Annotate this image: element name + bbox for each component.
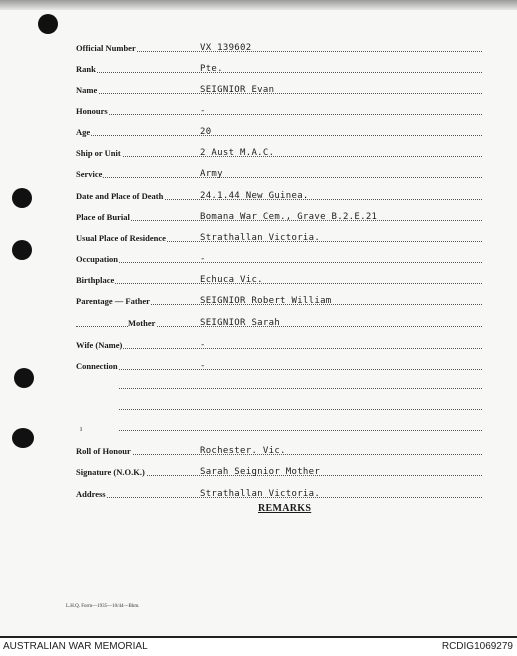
field-label: Mother [128, 318, 156, 328]
field-value: - [200, 254, 206, 264]
field-label: Signature (N.O.K.) [76, 467, 145, 477]
dotted-leader [76, 51, 482, 52]
field-label: Usual Place of Residence [76, 233, 166, 243]
form-row [76, 143, 482, 159]
form-row [76, 441, 482, 457]
punch-hole [12, 188, 32, 208]
field-label: Honours [76, 106, 108, 116]
field-value: VX 139602 [200, 43, 252, 53]
form-row [76, 186, 482, 202]
field-label: Place of Burial [76, 212, 130, 222]
form-row [76, 38, 482, 54]
field-label: Date and Place of Death [76, 191, 164, 201]
field-value: - [200, 106, 206, 116]
form-row [76, 270, 482, 286]
form-row [76, 122, 482, 138]
field-label: Name [76, 85, 98, 95]
blank-line [119, 409, 482, 410]
form-row [76, 101, 482, 117]
field-label: Occupation [76, 254, 119, 264]
punch-hole [12, 428, 34, 448]
field-label: Age [76, 127, 91, 137]
pen-mark: ı [80, 424, 83, 433]
field-label: Wife (Name) [76, 340, 123, 350]
remarks-heading: REMARKS [258, 503, 312, 514]
field-value: Sarah Seignior Mother [200, 467, 321, 477]
form-row [76, 164, 482, 180]
dotted-leader [76, 262, 482, 263]
field-value: SEIGNIOR Evan [200, 85, 275, 95]
field-value: 20 [200, 127, 212, 137]
field-label: Service [76, 169, 103, 179]
dotted-leader [76, 93, 482, 94]
field-label: Official Number [76, 43, 136, 53]
field-value: 2 Aust M.A.C. [200, 148, 275, 158]
blank-line [119, 388, 482, 389]
punch-hole [12, 240, 32, 260]
dotted-leader [76, 348, 482, 349]
field-value: SEIGNIOR Sarah [200, 318, 281, 328]
field-label: Birthplace [76, 275, 115, 285]
form-row [76, 59, 482, 75]
field-label: Ship or Unit [76, 148, 121, 158]
form-row [76, 356, 482, 372]
field-value: SEIGNIOR Robert William [200, 296, 332, 306]
dotted-leader [76, 283, 482, 284]
field-value: Bomana War Cem., Grave B.2.E.21 [200, 212, 378, 222]
field-label: Rank [76, 64, 96, 74]
form-row [76, 249, 482, 265]
form-row [76, 228, 482, 244]
form-row [76, 484, 482, 500]
field-value: Echuca Vic. [200, 275, 263, 285]
field-value: Pte. [200, 64, 223, 74]
dotted-leader [76, 156, 482, 157]
field-label: Connection [76, 361, 118, 371]
scan-top-edge [0, 0, 517, 10]
blank-line [119, 430, 482, 431]
form-row [76, 313, 482, 329]
field-value: Army [200, 169, 223, 179]
form-row [76, 291, 482, 307]
field-value: Strathallan Victoria. [200, 233, 321, 243]
punch-hole [38, 14, 58, 34]
field-value: Strathallan Victoria. [200, 489, 321, 499]
field-label: Parentage — Father [76, 296, 150, 306]
dotted-leader [76, 177, 482, 178]
field-value: - [200, 361, 206, 371]
archive-name: AUSTRALIAN WAR MEMORIAL [3, 641, 148, 652]
punch-hole [14, 368, 34, 388]
field-label: Address [76, 489, 106, 499]
form-row [76, 80, 482, 96]
dotted-leader [76, 114, 482, 115]
printer-note: L.H.Q. Form—1935—10/44—Bhm. [66, 604, 140, 609]
form-row [76, 335, 482, 351]
archive-footer [0, 636, 517, 656]
dotted-leader [76, 135, 482, 136]
field-label: Roll of Honour [76, 446, 131, 456]
dotted-leader [76, 369, 482, 370]
field-value: Rochester. Vic. [200, 446, 286, 456]
dotted-leader [76, 72, 482, 73]
field-value: - [200, 340, 206, 350]
record-id: RCDIG1069279 [441, 641, 513, 652]
form-row [76, 462, 482, 478]
field-value: 24.1.44 New Guinea. [200, 191, 309, 201]
form-row [76, 207, 482, 223]
